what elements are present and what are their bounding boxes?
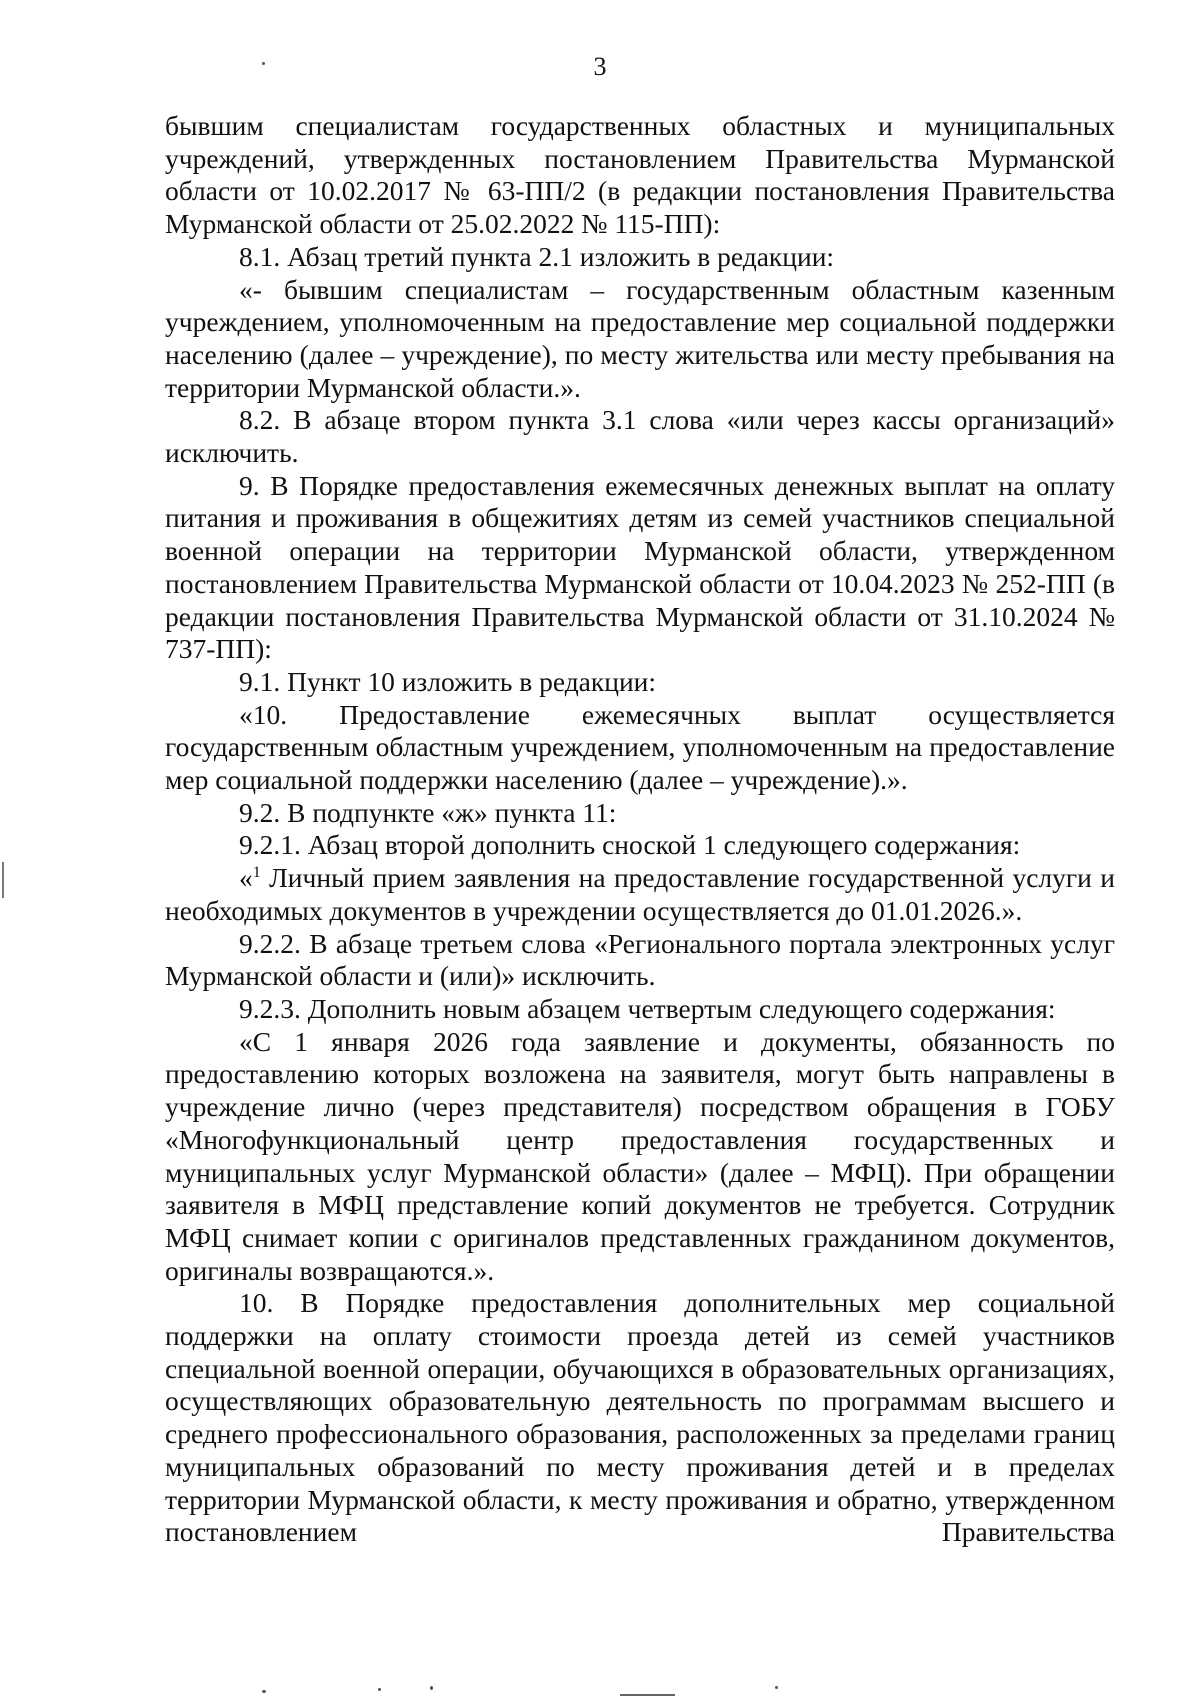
footnote-mark: 1 — [252, 864, 261, 882]
paragraph-9-1-quote: «10. Предоставление ежемесячных выплат осуществляется государственным областным учреждением, уполномоченным на предоставление мер социальной поддержки населению (далее – учреждение).». — [165, 698, 1115, 796]
scan-speck — [262, 62, 265, 65]
paragraph-8-1: 8.1. Абзац третий пункта 2.1 изложить в редакции: — [239, 240, 835, 272]
footnote-paragraph — [165, 862, 1115, 927]
paragraph-10: 10. В Порядке предоставления дополнительных мер социальной поддержки на оплату стоимости проезда детей из семей участников специальной военной операции, обучающихся в образовательных организациях, осуществляющих образовательную деятельность по программам высшего и среднего профессионального образования, расположенных за пределами границ муниципальных образований по месту проживания детей и в пределах территории Мурманской области, к месту проживания и обратно, утвержденном постановлением Правительства — [165, 1287, 1115, 1548]
scan-bottom-mark — [620, 1694, 675, 1696]
paragraph-9-2-3: 9.2.3. Дополнить новым абзацем четвертым следующего содержания: — [239, 992, 1056, 1024]
paragraph-9: 9. В Порядке предоставления ежемесячных денежных выплат на оплату питания и проживания в общежитиях детям из семей участников специальной военной операции на территории Мурманской области, утвержденном постановлением Правительства Мурманской области от 10.04.2023 № 252-ПП (в редакции постановления Правительства Мурманской области от 31.10.2024 № 737-ПП): — [165, 469, 1115, 665]
document-body — [165, 110, 1115, 1549]
scan-speck — [430, 1686, 433, 1690]
page-number: 3 — [593, 52, 607, 81]
paragraph-9-2-2: 9.2.2. В абзаце третьем слова «Регионального портала электронных услуг Мурманской области и (или)» исключить. — [165, 927, 1115, 992]
paragraph-9-1: 9.1. Пункт 10 изложить в редакции: — [239, 665, 657, 697]
scan-speck — [775, 1686, 778, 1689]
scan-margin-mark — [2, 862, 4, 898]
paragraph-8-2: 8.2. В абзаце втором пункта 3.1 слова «или через кассы организаций» исключить. — [165, 404, 1115, 469]
footnote-text: Личный прием заявления на предоставление государственной услуги и необходимых документов в учреждении осуществляется до 01.01.2026.». — [165, 862, 1115, 926]
paragraph-9-2-3-quote: «С 1 января 2026 года заявление и документы, обязанность по предоставлению которых возложена на заявителя, могут быть направлены в учреждение лично (через представителя) посредством обращения в ГОБУ «Многофункциональный центр предоставления государственных и муниципальных услуг Мурманской области» (далее – МФЦ). При обращении заявителя в МФЦ представление копий документов не требуется. Сотрудник МФЦ снимает копии с оригиналов представленных гражданином документов, оригиналы возвращаются.». — [165, 1025, 1115, 1286]
footnote-quote-open: « — [239, 862, 253, 894]
scan-speck — [262, 1690, 266, 1693]
paragraph-8-1-quote: «- бывшим специалистам – государственным областным казенным учреждением, уполномоченным на предоставление мер социальной поддержки населению (далее – учреждение), по месту жительства или месту пребывания на территории Мурманской области.». — [165, 273, 1115, 403]
scan-speck — [378, 1688, 381, 1691]
paragraph-intro: бывшим специалистам государственных областных и муниципальных учреждений, утвержденных постановлением Правительства Мурманской области от 10.02.2017 № 63-ПП/2 (в редакции постановления Правительства Мурманской области от 25.02.2022 № 115-ПП): — [165, 110, 1115, 240]
paragraph-9-2: 9.2. В подпункте «ж» пункта 11: — [239, 796, 617, 828]
paragraph-9-2-1: 9.2.1. Абзац второй дополнить сноской 1 следующего содержания: — [239, 829, 1021, 861]
